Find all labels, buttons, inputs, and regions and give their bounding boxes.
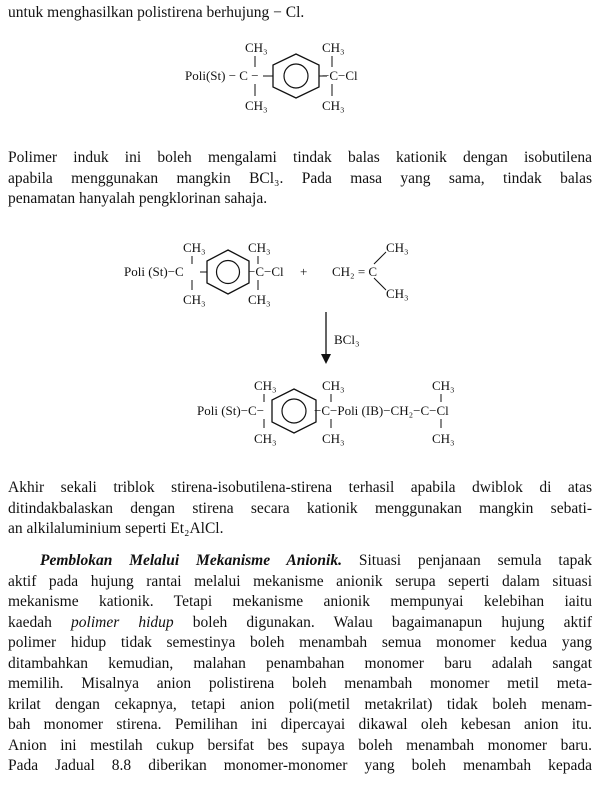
s1-left-group: Poli(St) − C −: [185, 68, 259, 83]
p1-line-2: apabila menggunakan mangkin BCl₃. Pada masa yang sama, tindak balas: [8, 169, 592, 187]
p-ch3-bottom-mid: CH₃: [322, 431, 345, 446]
p2-line-3: an alkilaluminium seperti Et₂AlCl.: [8, 520, 224, 537]
p-ch3-top-right: CH₃: [432, 378, 455, 393]
r-right-group: −C−Cl: [248, 264, 284, 279]
p-benzene-ring: [272, 389, 316, 433]
r-ch3-bottom-right: CH₃: [248, 292, 271, 307]
r-plus-sign: +: [300, 264, 308, 279]
r-benzene-circle: [217, 261, 240, 284]
p3-line-9: bah monomer stirena. Pemilihan ini dipercayai dikawal oleh kebesan anion itu.: [8, 716, 592, 733]
p-ch3-bottom-left: CH₃: [254, 431, 277, 446]
p3-line-6: ditambahkan kemudian, malahan penambahan monomer baru adalah sangat: [8, 654, 592, 672]
p3-line-5: polimer hidup tidak semestinya boleh menambah semua monomer kedua yang: [8, 634, 592, 651]
r-benzene-ring: [207, 250, 249, 294]
s1-benzene-circle: [284, 64, 308, 88]
s1-benzene-ring: [273, 54, 319, 98]
p3-line-1: [8, 551, 592, 572]
r-isobutylene-bond-up: [374, 252, 386, 264]
p3-line-11: Pada Jadual 8.8 diberikan monomer-monomer yang boleh menambah kepada: [8, 757, 592, 774]
r-ch3-top-left: CH₃: [183, 240, 206, 255]
p2-line-1: Akhir sekali triblok stirena-isobutilena-stirena terhasil apabila dwiblok di atas: [8, 479, 592, 496]
r-isobutylene-ch3-bottom: CH₃: [386, 286, 409, 301]
intro-line: untuk menghasilkan polistirena berhujung − Cl.: [8, 4, 305, 21]
p3-line-7: memilih. Misalnya anion polistirena boleh menambah monomer metil meta-: [8, 675, 592, 692]
r-isobutylene: CH₂ = C: [332, 264, 378, 279]
reaction-product: [197, 378, 455, 446]
r-left-group: Poli (St)−C: [124, 264, 184, 279]
section-heading: Pemblokan Melalui Mekanisme Anionik.: [40, 552, 342, 569]
r-ch3-top-right: CH₃: [248, 240, 271, 255]
r-ch3-bottom-left: CH₃: [183, 292, 206, 307]
p-benzene-circle: [282, 399, 306, 423]
p-ch3-bottom-right: CH₃: [432, 431, 455, 446]
p3-line-4: [8, 613, 592, 634]
p-ch3-top-left: CH₃: [254, 378, 277, 393]
p3-line-10: Anion ini mestilah cukup bersifat bes supaya boleh menambah monomer baru.: [8, 736, 592, 754]
r-isobutylene-bond-down: [374, 278, 386, 290]
p3-line-2: aktif pada hujung rantai melalui mekanisme anionik serupa seperti dalam situasi: [8, 572, 592, 590]
structure-polystyrene-cl: [185, 40, 358, 113]
s1-ch3-bottom-left: CH₃: [245, 98, 268, 113]
reaction-reactants: [124, 240, 409, 307]
s1-ch3-top-right: CH₃: [322, 40, 345, 55]
arrow-catalyst: BCl₃: [334, 332, 360, 347]
p3-line-8: krilat dengan cekapnya, tetapi anion poli(metil metakrilat) tidak boleh menam-: [8, 695, 592, 713]
paragraph-cationic-reaction: [8, 148, 592, 210]
s1-right-group: −C−Cl: [322, 68, 358, 83]
paragraph-anionic: [8, 551, 592, 777]
term-living-polymer: polimer hidup: [71, 613, 174, 631]
paragraph-triblock: [8, 478, 592, 540]
p2-line-2: ditindakbalaskan dengan stirena secara kationik menggunakan mangkin sebati-: [8, 499, 592, 517]
p3-line-4-post: boleh digunakan. Walau bagaimanapun hujung aktif: [173, 613, 592, 631]
s1-ch3-top-left: CH₃: [245, 40, 268, 55]
p1-line-1: Polimer induk ini boleh mengalami tindak balas kationik dengan isobutilena: [8, 149, 592, 166]
arrow-head: [321, 354, 331, 364]
p-ch3-top-mid: CH₃: [322, 378, 345, 393]
r-isobutylene-ch3-top: CH₃: [386, 240, 409, 255]
reaction-arrow: [321, 312, 360, 364]
p3-line-3: mekanisme kationik. Tetapi mekanisme anionik mempunyai kelebihan iaitu: [8, 593, 592, 610]
p3-line-4-pre: kaedah: [8, 613, 72, 631]
p3-line-1-rest: Situasi penjanaan semula tapak: [341, 552, 592, 569]
p-left-group: Poli (St)−C−: [197, 403, 265, 418]
p1-line-3: penamatan hanyalah pengklorinan sahaja.: [8, 190, 268, 207]
s1-ch3-bottom-right: CH₃: [322, 98, 345, 113]
p-mid-chain: −C−Poli (IB)−CH₂−C−Cl: [314, 403, 449, 418]
